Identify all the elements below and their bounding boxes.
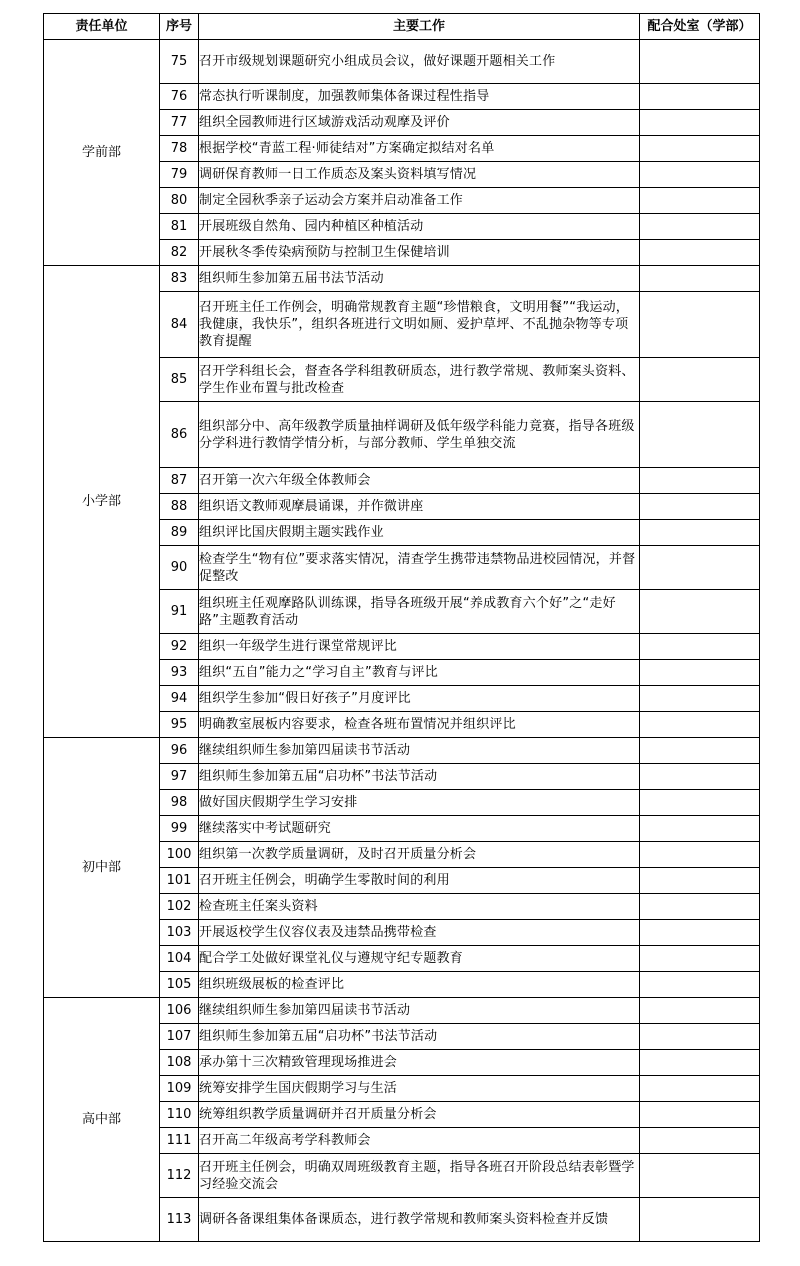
serial-number-cell: 77: [160, 110, 199, 136]
serial-number-cell: 104: [160, 946, 199, 972]
main-task-cell: 组织语文教师观摩晨诵课，并作微讲座: [199, 494, 640, 520]
table-row: [44, 40, 760, 84]
responsible-unit-cell: 小学部: [44, 266, 160, 738]
cooperating-dept-cell: [640, 868, 760, 894]
cooperating-dept-cell: [640, 1102, 760, 1128]
serial-number-cell: 86: [160, 402, 199, 468]
main-task-cell: 做好国庆假期学生学习安排: [199, 790, 640, 816]
serial-number-cell: 75: [160, 40, 199, 84]
serial-number-cell: 82: [160, 240, 199, 266]
serial-number-cell: 103: [160, 920, 199, 946]
main-task-cell: 根据学校“青蓝工程·师徒结对”方案确定拟结对名单: [199, 136, 640, 162]
serial-number-cell: 78: [160, 136, 199, 162]
table-body: [44, 40, 760, 1242]
serial-number-cell: 113: [160, 1198, 199, 1242]
header-task: 主要工作: [199, 14, 640, 40]
main-task-cell: 组织班级展板的检查评比: [199, 972, 640, 998]
serial-number-cell: 93: [160, 660, 199, 686]
serial-number-cell: 105: [160, 972, 199, 998]
main-task-cell: 召开学科组长会，督查各学科组教研质态，进行教学常规、教师案头资料、学生作业布置与批改检查: [199, 358, 640, 402]
cooperating-dept-cell: [640, 816, 760, 842]
cooperating-dept-cell: [640, 110, 760, 136]
main-task-cell: 组织“五自”能力之“学习自主”教育与评比: [199, 660, 640, 686]
cooperating-dept-cell: [640, 946, 760, 972]
table-row: [44, 266, 760, 292]
responsible-unit-cell: 高中部: [44, 998, 160, 1242]
main-task-cell: 继续组织师生参加第四届读书节活动: [199, 738, 640, 764]
main-task-cell: 常态执行听课制度，加强教师集体备课过程性指导: [199, 84, 640, 110]
cooperating-dept-cell: [640, 84, 760, 110]
main-task-cell: 继续落实中考试题研究: [199, 816, 640, 842]
cooperating-dept-cell: [640, 1024, 760, 1050]
cooperating-dept-cell: [640, 402, 760, 468]
cooperating-dept-cell: [640, 998, 760, 1024]
main-task-cell: 组织一年级学生进行课堂常规评比: [199, 634, 640, 660]
cooperating-dept-cell: [640, 738, 760, 764]
cooperating-dept-cell: [640, 468, 760, 494]
serial-number-cell: 84: [160, 292, 199, 358]
cooperating-dept-cell: [640, 686, 760, 712]
serial-number-cell: 94: [160, 686, 199, 712]
work-plan-table: [43, 13, 760, 1242]
cooperating-dept-cell: [640, 1050, 760, 1076]
serial-number-cell: 76: [160, 84, 199, 110]
serial-number-cell: 109: [160, 1076, 199, 1102]
cooperating-dept-cell: [640, 266, 760, 292]
cooperating-dept-cell: [640, 660, 760, 686]
serial-number-cell: 112: [160, 1154, 199, 1198]
cooperating-dept-cell: [640, 972, 760, 998]
serial-number-cell: 101: [160, 868, 199, 894]
serial-number-cell: 100: [160, 842, 199, 868]
cooperating-dept-cell: [640, 764, 760, 790]
serial-number-cell: 91: [160, 590, 199, 634]
main-task-cell: 组织班主任观摩路队训练课，指导各班级开展“养成教育六个好”之“走好路”主题教育活动: [199, 590, 640, 634]
serial-number-cell: 110: [160, 1102, 199, 1128]
main-task-cell: 检查班主任案头资料: [199, 894, 640, 920]
serial-number-cell: 108: [160, 1050, 199, 1076]
cooperating-dept-cell: [640, 240, 760, 266]
serial-number-cell: 107: [160, 1024, 199, 1050]
cooperating-dept-cell: [640, 136, 760, 162]
table-row: [44, 998, 760, 1024]
serial-number-cell: 90: [160, 546, 199, 590]
serial-number-cell: 95: [160, 712, 199, 738]
serial-number-cell: 102: [160, 894, 199, 920]
cooperating-dept-cell: [640, 546, 760, 590]
main-task-cell: 统筹安排学生国庆假期学习与生活: [199, 1076, 640, 1102]
serial-number-cell: 79: [160, 162, 199, 188]
main-task-cell: 组织评比国庆假期主题实践作业: [199, 520, 640, 546]
main-task-cell: 明确教室展板内容要求，检查各班布置情况并组织评比: [199, 712, 640, 738]
main-task-cell: 检查学生“物有位”要求落实情况，清查学生携带违禁物品进校园情况，并督促整改: [199, 546, 640, 590]
main-task-cell: 召开班主任例会，明确双周班级教育主题，指导各班召开阶段总结表彰暨学习经验交流会: [199, 1154, 640, 1198]
cooperating-dept-cell: [640, 358, 760, 402]
header-dept: 配合处室（学部）: [640, 14, 760, 40]
serial-number-cell: 97: [160, 764, 199, 790]
main-task-cell: 制定全园秋季亲子运动会方案并启动准备工作: [199, 188, 640, 214]
main-task-cell: 组织师生参加第五届“启功杯”书法节活动: [199, 1024, 640, 1050]
serial-number-cell: 98: [160, 790, 199, 816]
cooperating-dept-cell: [640, 1128, 760, 1154]
main-task-cell: 承办第十三次精致管理现场推进会: [199, 1050, 640, 1076]
main-task-cell: 调研保育教师一日工作质态及案头资料填写情况: [199, 162, 640, 188]
main-task-cell: 组织学生参加“假日好孩子”月度评比: [199, 686, 640, 712]
header-unit: 责任单位: [44, 14, 160, 40]
main-task-cell: 继续组织师生参加第四届读书节活动: [199, 998, 640, 1024]
cooperating-dept-cell: [640, 162, 760, 188]
responsible-unit-cell: 初中部: [44, 738, 160, 998]
main-task-cell: 召开高二年级高考学科教师会: [199, 1128, 640, 1154]
cooperating-dept-cell: [640, 1076, 760, 1102]
serial-number-cell: 89: [160, 520, 199, 546]
main-task-cell: 组织全园教师进行区域游戏活动观摩及评价: [199, 110, 640, 136]
main-task-cell: 组织师生参加第五届“启功杯”书法节活动: [199, 764, 640, 790]
cooperating-dept-cell: [640, 1198, 760, 1242]
header-num: 序号: [160, 14, 199, 40]
main-task-cell: 组织第一次教学质量调研，及时召开质量分析会: [199, 842, 640, 868]
serial-number-cell: 85: [160, 358, 199, 402]
main-task-cell: 召开班主任工作例会，明确常规教育主题“珍惜粮食，文明用餐”“我运动，我健康，我快乐”，组织各班进行文明如厕、爱护草坪、不乱抛杂物等专项教育提醒: [199, 292, 640, 358]
serial-number-cell: 111: [160, 1128, 199, 1154]
cooperating-dept-cell: [640, 842, 760, 868]
serial-number-cell: 99: [160, 816, 199, 842]
cooperating-dept-cell: [640, 790, 760, 816]
serial-number-cell: 83: [160, 266, 199, 292]
main-task-cell: 统筹组织教学质量调研并召开质量分析会: [199, 1102, 640, 1128]
header-row: [44, 14, 760, 40]
cooperating-dept-cell: [640, 590, 760, 634]
cooperating-dept-cell: [640, 40, 760, 84]
table-row: [44, 738, 760, 764]
serial-number-cell: 92: [160, 634, 199, 660]
main-task-cell: 配合学工处做好课堂礼仪与遵规守纪专题教育: [199, 946, 640, 972]
main-task-cell: 调研各备课组集体备课质态，进行教学常规和教师案头资料检查并反馈: [199, 1198, 640, 1242]
cooperating-dept-cell: [640, 494, 760, 520]
cooperating-dept-cell: [640, 712, 760, 738]
main-task-cell: 召开班主任例会，明确学生零散时间的利用: [199, 868, 640, 894]
cooperating-dept-cell: [640, 292, 760, 358]
serial-number-cell: 81: [160, 214, 199, 240]
cooperating-dept-cell: [640, 920, 760, 946]
cooperating-dept-cell: [640, 520, 760, 546]
serial-number-cell: 87: [160, 468, 199, 494]
cooperating-dept-cell: [640, 188, 760, 214]
main-task-cell: 召开市级规划课题研究小组成员会议，做好课题开题相关工作: [199, 40, 640, 84]
main-task-cell: 组织部分中、高年级教学质量抽样调研及低年级学科能力竟赛，指导各班级分学科进行教情学情分析，与部分教师、学生单独交流: [199, 402, 640, 468]
serial-number-cell: 80: [160, 188, 199, 214]
cooperating-dept-cell: [640, 1154, 760, 1198]
cooperating-dept-cell: [640, 894, 760, 920]
main-task-cell: 开展秋冬季传染病预防与控制卫生保健培训: [199, 240, 640, 266]
main-task-cell: 召开第一次六年级全体教师会: [199, 468, 640, 494]
responsible-unit-cell: 学前部: [44, 40, 160, 266]
serial-number-cell: 88: [160, 494, 199, 520]
main-task-cell: 组织师生参加第五届书法节活动: [199, 266, 640, 292]
serial-number-cell: 106: [160, 998, 199, 1024]
cooperating-dept-cell: [640, 214, 760, 240]
cooperating-dept-cell: [640, 634, 760, 660]
main-task-cell: 开展班级自然角、园内种植区种植活动: [199, 214, 640, 240]
main-task-cell: 开展返校学生仪容仪表及违禁品携带检查: [199, 920, 640, 946]
serial-number-cell: 96: [160, 738, 199, 764]
